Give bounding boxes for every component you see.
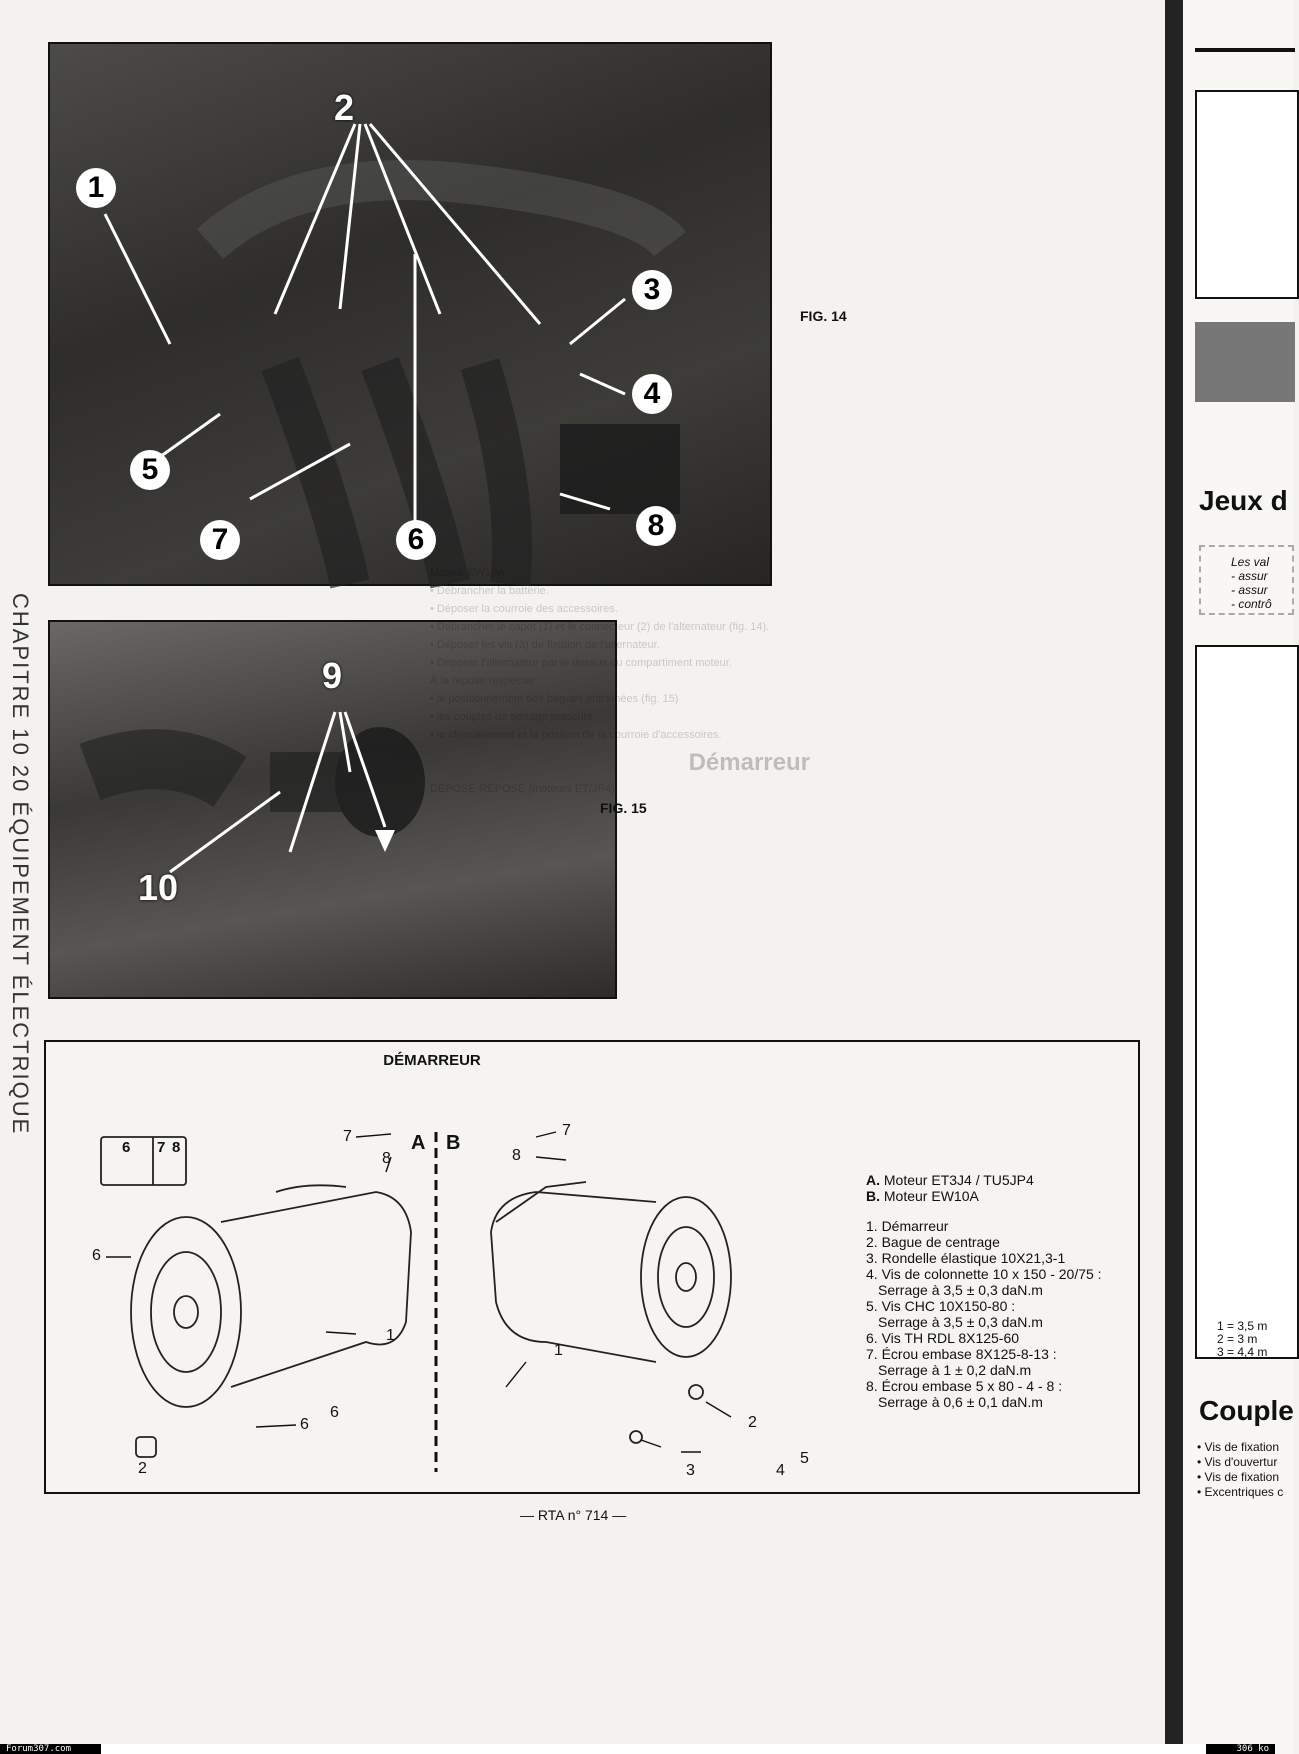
part-number: 6 — [92, 1247, 101, 1264]
note-line: - contrô — [1231, 597, 1272, 611]
right-dims — [1217, 1320, 1267, 1359]
part-number: 3 — [686, 1462, 695, 1479]
ghost-line: Moteur EW10A — [430, 567, 505, 579]
legend-motor-b: B. Moteur EW10A — [866, 1188, 979, 1204]
list-item: • Excentriques c — [1197, 1485, 1284, 1499]
part-number: 7 — [157, 1139, 166, 1156]
ghost-line: • Déposer l'alternateur par le dessus du compartiment moteur. — [430, 657, 732, 669]
legend-item: Serrage à 1 ± 0,2 daN.m — [878, 1362, 1032, 1378]
part-number: 1 — [386, 1327, 395, 1344]
ghost-line: • les couples de serrage prescrits. — [430, 711, 596, 723]
starter-drawing — [46, 1042, 846, 1482]
callout-3: 3 — [632, 270, 672, 310]
right-note — [1199, 545, 1294, 615]
callout-7: 7 — [200, 520, 240, 560]
legend-motor-a: A. Moteur ET3J4 / TU5JP4 — [866, 1172, 1034, 1188]
watermark-left: Forum307.com — [0, 1744, 101, 1754]
legend-item: 1. Démarreur — [866, 1218, 949, 1234]
legend-item: Serrage à 0,6 ± 0,1 daN.m — [878, 1394, 1043, 1410]
ghost-line: • Débrancher la batterie. — [430, 585, 549, 597]
bleed-through-text — [430, 565, 810, 1045]
note-line: - assur — [1231, 569, 1268, 583]
side-a-label: A — [411, 1132, 426, 1154]
chapter-title: CHAPITRE 10 20 ÉQUIPEMENT ÉLECTRIQUE — [8, 593, 33, 1136]
callout-4: 4 — [632, 374, 672, 414]
starter-diagram — [44, 1040, 1140, 1494]
part-number: 2 — [138, 1460, 147, 1477]
part-number: 4 — [776, 1462, 785, 1479]
page-footer: — RTA n° 714 — — [520, 1507, 627, 1523]
engine-photo-lines — [50, 44, 770, 584]
watermark-right: 306 ko — [1206, 1744, 1275, 1754]
ghost-line: • Déposer les vis (3) de fixation de l'alternateur. — [430, 639, 660, 651]
watermark-bar — [0, 1744, 1275, 1754]
chapter-sidebar — [0, 593, 33, 1300]
legend-item: 6. Vis TH RDL 8X125-60 — [866, 1330, 1020, 1346]
right-heading-1: Jeux d — [1199, 485, 1288, 516]
fig14-label: FIG. 14 — [800, 308, 847, 324]
part-number: 8 — [382, 1150, 391, 1167]
callout-1: 1 — [76, 168, 116, 208]
callout-6: 6 — [396, 520, 436, 560]
ghost-line: • Débrancher le capot (1) et le connecteur (2) de l'alternateur (fig. 14). — [430, 621, 770, 633]
list-item: • Vis de fixation — [1197, 1440, 1280, 1454]
part-number: 1 — [554, 1342, 563, 1359]
list-item: • Vis de fixation — [1197, 1470, 1280, 1484]
car-photo-box — [1195, 645, 1299, 1359]
note-line: - assur — [1231, 583, 1268, 597]
ghost-line: • le positionnement des bagues entraînées (fig. 15) — [430, 693, 679, 705]
diagram-legend — [866, 1172, 1102, 1410]
dim-line: 2 = 3 m — [1217, 1332, 1258, 1346]
part-number: 6 — [122, 1139, 131, 1156]
callout-9: 9 — [322, 655, 343, 696]
right-page-edge — [1165, 0, 1293, 1754]
part-number: 6 — [300, 1416, 309, 1433]
dim-line: 1 = 3,5 m — [1217, 1319, 1268, 1333]
part-number: 7 — [343, 1128, 352, 1145]
part-number: 7 — [562, 1122, 571, 1139]
legend-item: 3. Rondelle élastique 10X21,3-1 — [866, 1250, 1066, 1266]
ghost-subheading: DÉPOSE-REPOSE (moteurs ET/JP4) — [430, 783, 615, 795]
legend-item: 7. Écrou embase 8X125-8-13 : — [866, 1346, 1057, 1362]
callout-2: 2 — [334, 87, 355, 128]
fig15-label: FIG. 15 — [600, 800, 647, 816]
callout-8: 8 — [636, 506, 676, 546]
note-line: Les val — [1231, 555, 1270, 569]
engine-photo-fig14 — [48, 42, 772, 586]
part-number: 8 — [512, 1147, 521, 1164]
legend-item: Serrage à 3,5 ± 0,3 daN.m — [878, 1314, 1043, 1330]
right-heading-2: Couple — [1199, 1395, 1294, 1426]
list-item: • Vis d'ouvertur — [1197, 1455, 1278, 1469]
legend-item: Serrage à 3,5 ± 0,3 daN.m — [878, 1282, 1043, 1298]
divider — [1195, 48, 1295, 52]
side-b-label: B — [446, 1132, 461, 1154]
part-number: 6 — [330, 1404, 339, 1421]
ghost-line: À la repose respecter : — [430, 675, 541, 687]
callout-5: 5 — [130, 450, 170, 490]
legend-item: 4. Vis de colonnette 10 x 150 - 20/75 : — [866, 1266, 1102, 1282]
ghost-line: • Déposer la courroie des accessoires. — [430, 603, 618, 615]
part-number: 8 — [172, 1139, 181, 1156]
photo-box — [1195, 90, 1299, 299]
ghost-heading: Démarreur — [688, 749, 810, 776]
diagram-title: DÉMARREUR — [383, 1052, 481, 1069]
legend-item: 8. Écrou embase 5 x 80 - 4 - 8 : — [866, 1378, 1063, 1394]
part-number: 2 — [748, 1414, 757, 1431]
right-list — [1197, 1440, 1283, 1500]
callout-10: 10 — [138, 867, 179, 908]
dim-line: 3 = 4,4 m — [1217, 1345, 1268, 1359]
legend-item: 2. Bague de centrage — [866, 1234, 1000, 1250]
legend-item: 5. Vis CHC 10X150-80 : — [866, 1298, 1016, 1314]
ghost-line: • le cheminement et la position de la courroie d'accessoires. — [430, 729, 722, 741]
grey-band — [1195, 322, 1295, 402]
part-number: 5 — [800, 1450, 809, 1467]
